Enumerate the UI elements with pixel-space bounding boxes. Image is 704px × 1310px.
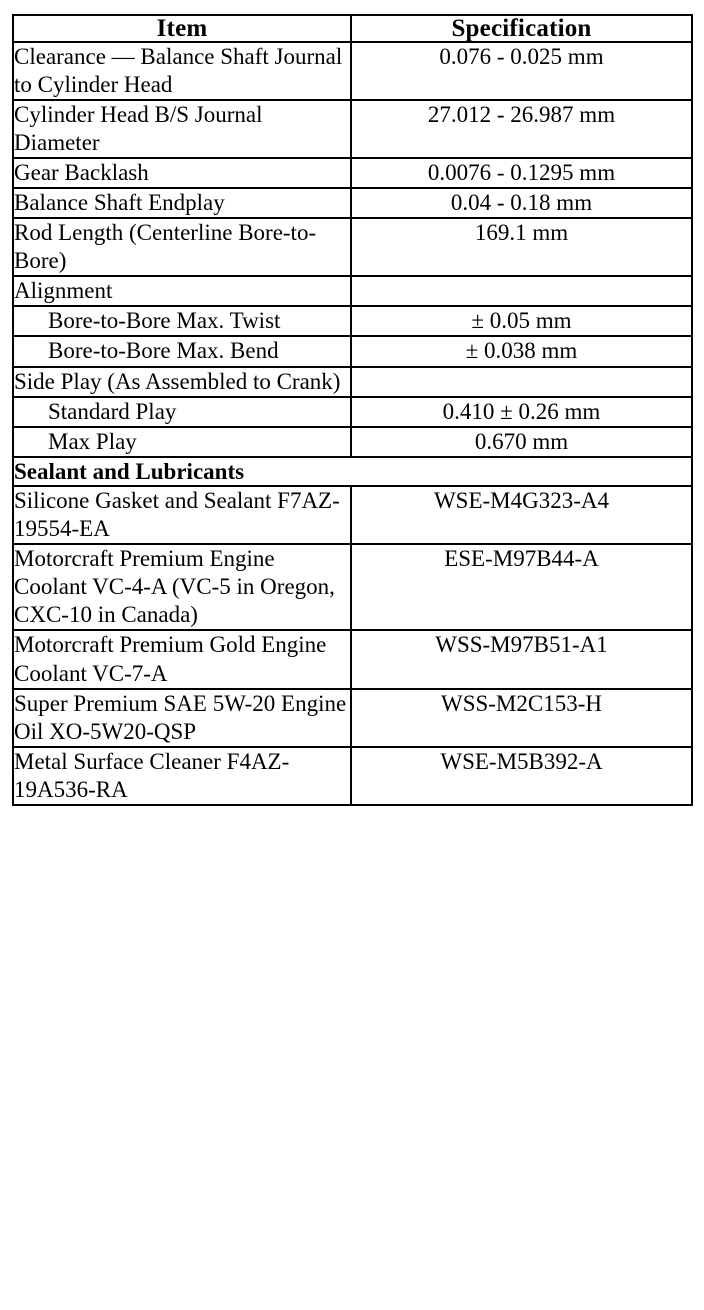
specification-cell: 0.0076 - 0.1295 mm: [351, 158, 692, 188]
item-cell: Motorcraft Premium Engine Coolant VC-4-A (VC-5 in Oregon, CXC-10 in Canada): [13, 544, 351, 630]
table-body: [13, 42, 692, 805]
item-cell: Bore-to-Bore Max. Twist: [13, 306, 351, 336]
specification-cell: WSS-M97B51-A1: [351, 630, 692, 688]
item-cell: Rod Length (Centerline Bore-to-Bore): [13, 218, 351, 276]
table-row: [13, 336, 692, 366]
table-row: [13, 367, 692, 397]
specification-table: [12, 14, 693, 806]
table-row: [13, 42, 692, 100]
specification-cell: WSE-M5B392-A: [351, 747, 692, 805]
table-row: [13, 630, 692, 688]
specification-cell: [351, 367, 692, 397]
specification-cell: 27.012 - 26.987 mm: [351, 100, 692, 158]
item-cell: Side Play (As Assembled to Crank): [13, 367, 351, 397]
table-row: [13, 397, 692, 427]
item-cell: Standard Play: [13, 397, 351, 427]
table-row: [13, 689, 692, 747]
item-cell: Cylinder Head B/S Journal Diameter: [13, 100, 351, 158]
specification-cell: ± 0.05 mm: [351, 306, 692, 336]
table-row: [13, 188, 692, 218]
table-row: [13, 306, 692, 336]
item-cell: Alignment: [13, 276, 351, 306]
specification-cell: WSS-M2C153-H: [351, 689, 692, 747]
specification-cell: ± 0.038 mm: [351, 336, 692, 366]
specification-cell: 0.04 - 0.18 mm: [351, 188, 692, 218]
table-row: [13, 544, 692, 630]
table-row: [13, 457, 692, 487]
specification-cell: 0.410 ± 0.26 mm: [351, 397, 692, 427]
column-header-item: Item: [13, 15, 351, 42]
item-cell: Metal Surface Cleaner F4AZ-19A536-RA: [13, 747, 351, 805]
item-cell: Max Play: [13, 427, 351, 457]
item-cell: Balance Shaft Endplay: [13, 188, 351, 218]
table-row: [13, 100, 692, 158]
item-cell: Motorcraft Premium Gold Engine Coolant VC-7-A: [13, 630, 351, 688]
table-row: [13, 218, 692, 276]
specification-cell: 0.670 mm: [351, 427, 692, 457]
item-cell: Silicone Gasket and Sealant F7AZ-19554-EA: [13, 486, 351, 544]
item-cell: Gear Backlash: [13, 158, 351, 188]
specification-cell: 0.076 - 0.025 mm: [351, 42, 692, 100]
table-row: [13, 276, 692, 306]
item-cell: Bore-to-Bore Max. Bend: [13, 336, 351, 366]
specification-cell: 169.1 mm: [351, 218, 692, 276]
item-cell: Super Premium SAE 5W-20 Engine Oil XO-5W20-QSP: [13, 689, 351, 747]
table-row: [13, 747, 692, 805]
item-cell: Clearance — Balance Shaft Journal to Cylinder Head: [13, 42, 351, 100]
section-header-cell: Sealant and Lubricants: [13, 457, 692, 487]
column-header-specification: Specification: [351, 15, 692, 42]
table-row: [13, 486, 692, 544]
specification-cell: ESE-M97B44-A: [351, 544, 692, 630]
table-row: [13, 427, 692, 457]
specification-cell: [351, 276, 692, 306]
table-row: [13, 158, 692, 188]
specification-cell: WSE-M4G323-A4: [351, 486, 692, 544]
table-header-row: [13, 15, 692, 42]
